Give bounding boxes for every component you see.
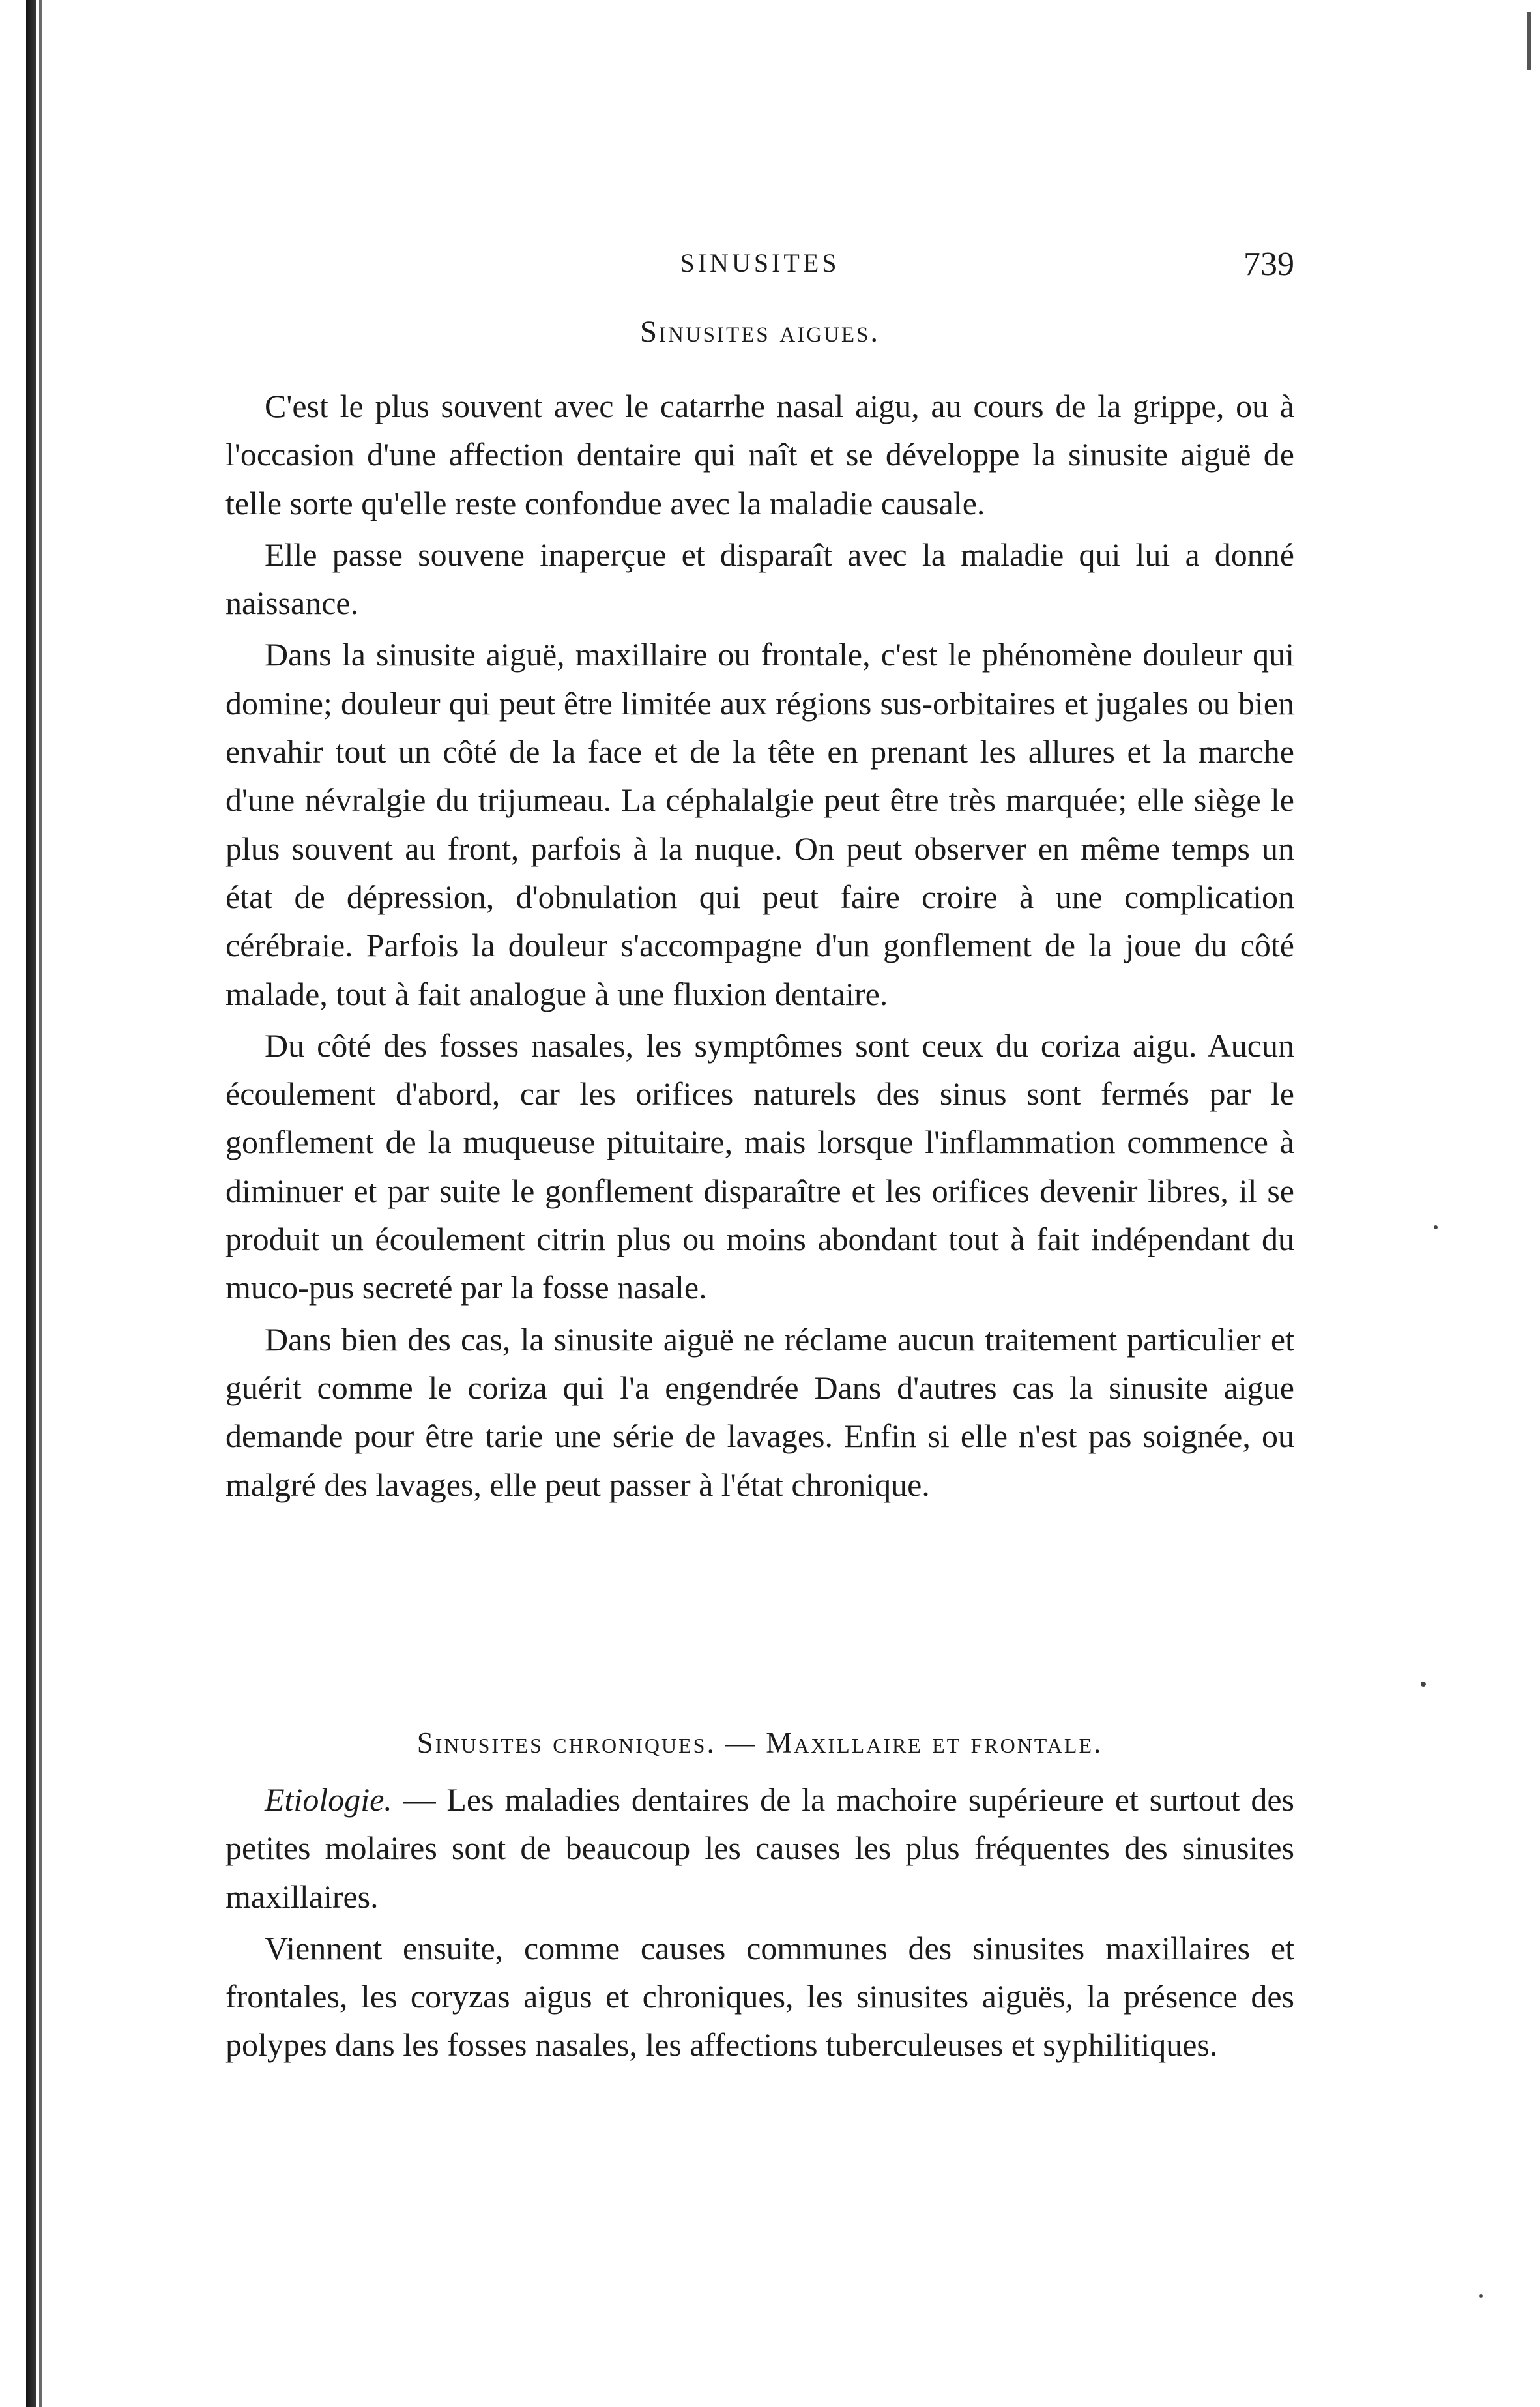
page-number: 739 — [1243, 246, 1294, 283]
section-heading-chronic: Sinusites chroniques. — Maxillaire et frontale. — [416, 1727, 1103, 1759]
etiology-label: Etiologie. — [265, 1781, 392, 1818]
etiology-text: — Les maladies dentaires de la machoire supérieure et surtout des petites molaires sont de beaucoup les causes les plus fréquentes des sinusites maxillaires. — [225, 1781, 1294, 1915]
binding-edge-line — [39, 0, 42, 2407]
paragraph: Elle passe souvene inaperçue et disparaît avec la maladie qui lui a donné naissance. — [225, 536, 1294, 622]
paragraph: C'est le plus souvent avec le catarrhe nasal aigu, au cours de la grippe, ou à l'occasion d'une affection dentaire qui naît et se développe la sinusite aiguë de telle sorte qu'elle reste confondue avec la maladie causale. — [225, 388, 1294, 521]
text-block-chronic — [225, 1775, 1294, 2069]
binding-edge — [26, 0, 36, 2407]
running-head: SINUSITES — [680, 248, 840, 278]
paragraph: Viennent ensuite, comme causes communes des sinusites maxillaires et frontales, les coryzas aigus et chroniques, les sinusites aiguës, la présence des polypes dans les fosses nasales, les affections tuberculeuses et syphilitiques. — [225, 1929, 1294, 2064]
edge-mark — [1527, 12, 1531, 70]
scan-speck — [1434, 1225, 1438, 1229]
section-heading-acute: Sinusites aigues. — [639, 315, 880, 349]
paragraph: Du côté des fosses nasales, les symptômes sont ceux du coriza aigu. Aucun écoulement d'abord, car les orifices naturels des sinus sont fermés par le gonflement de la muqueuse pituitaire, mais lorsque l'inflammation commence à diminuer et par suite le gonflement disparaître et les orifices devenir libres, il se produit un écoulement citrin plus ou moins abondant tout à fait indépendant du muco-pus secreté par la fosse nasale. — [225, 1027, 1294, 1306]
paragraph-etiology — [225, 1775, 1294, 1921]
text-block-acute — [225, 382, 1294, 1509]
paragraph: Dans la sinusite aiguë, maxillaire ou frontale, c'est le phénomène douleur qui domine; douleur qui peut être limitée aux régions sus-orbitaires et jugales ou bien envahir tout un côté de la face et de la tête en prenant les allures et la marche d'une névralgie du trijumeau. La céphalalgie peut être très marquée; elle siège le plus souvent au front, parfois à la nuque. On peut observer en même temps un état de dépression, d'obnulation qui peut faire croire à une complication cérébraie. Parfois la douleur s'accompagne d'un gonflement de la joue du côté malade, tout à fait analogue à une fluxion dentaire. — [225, 636, 1294, 1012]
scan-speck — [1421, 1682, 1426, 1687]
paragraph: Dans bien des cas, la sinusite aiguë ne réclame aucun traitement particulier et guérit comme le coriza qui l'a engendrée Dans d'autres cas la sinusite aigue demande pour être tarie une série de lavages. Enfin si elle n'est pas soignée, ou malgré des lavages, elle peut passer à l'état chronique. — [225, 1320, 1294, 1503]
scan-speck — [1479, 2294, 1483, 2298]
page-header — [225, 245, 1294, 291]
